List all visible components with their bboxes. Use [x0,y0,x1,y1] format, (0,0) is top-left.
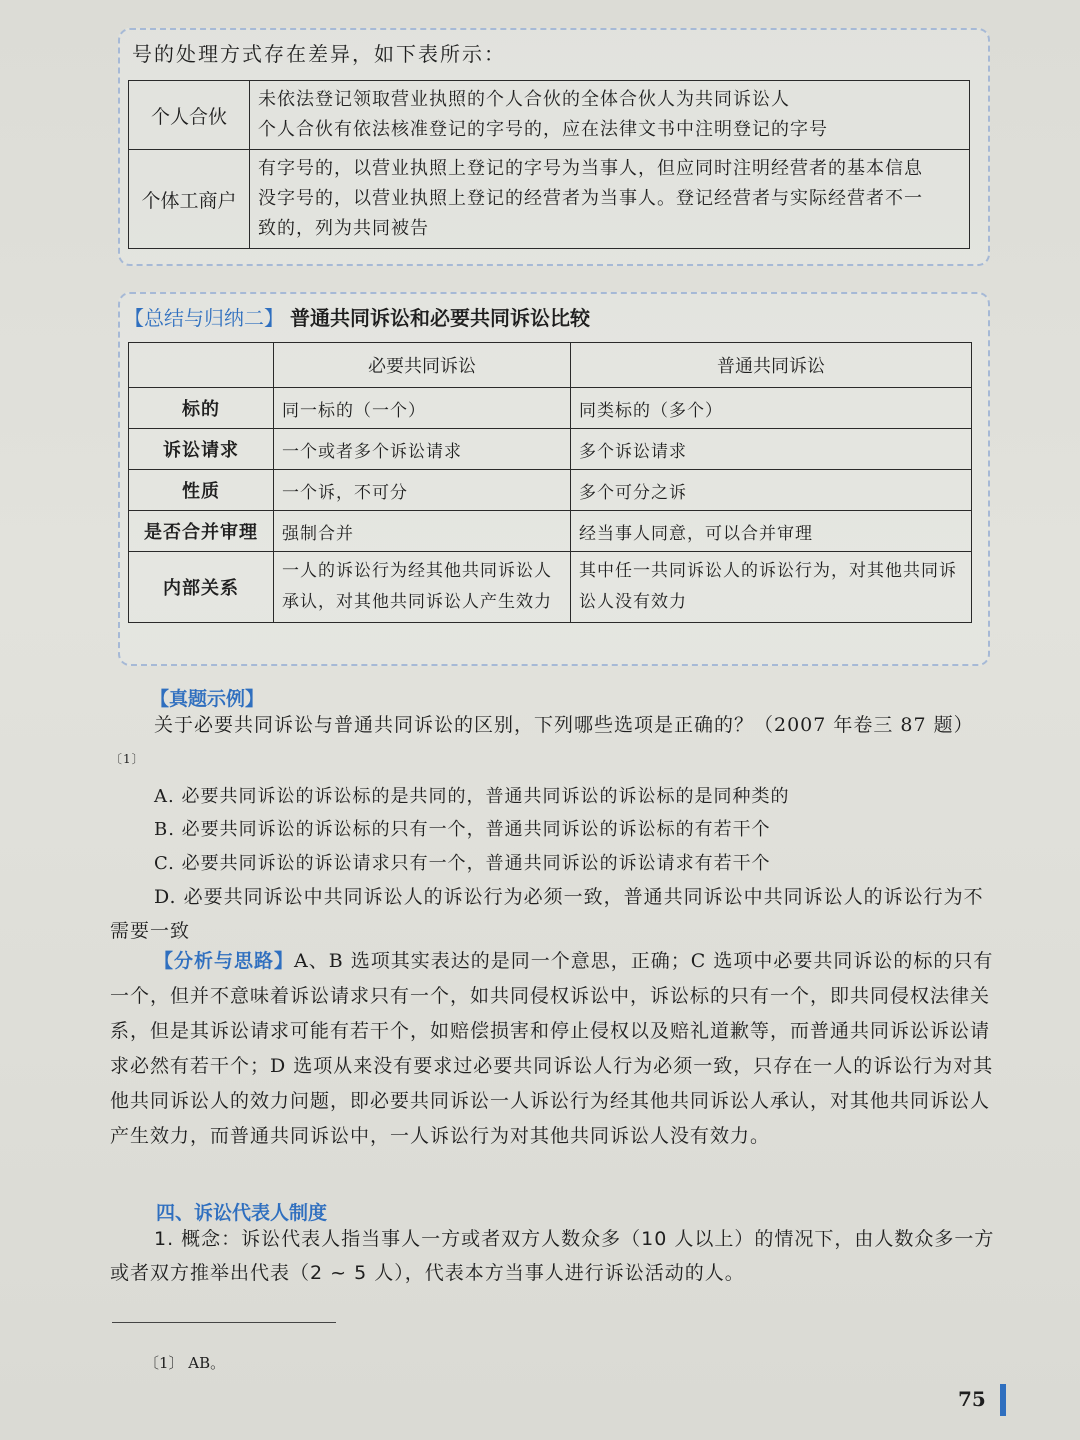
row-content [250,81,970,150]
table-row [129,470,972,511]
exam-question [110,708,1000,781]
page-number: 75 [958,1387,986,1411]
footnote: 〔1〕 AB。 [144,1354,226,1372]
cell-necessary: 一人的诉讼行为经其他共同诉讼人承认，对其他共同诉讼人产生效力 [274,552,571,623]
cell-ordinary: 经当事人同意，可以合并审理 [571,511,972,552]
cell-necessary: 强制合并 [274,511,571,552]
summary-title: 普通共同诉讼和必要共同诉讼比较 [290,306,590,330]
row-label: 诉讼请求 [129,429,274,470]
cell-ordinary: 多个诉讼请求 [571,429,972,470]
cell-necessary: 同一标的（一个） [274,388,571,429]
summary-tag: 【总结与归纳二】 [124,306,284,330]
exam-label: 【真题示例】 [150,688,265,710]
analysis-paragraph [110,944,1000,1154]
row-label: 性质 [129,470,274,511]
row-label: 是否合并审理 [129,511,274,552]
table-header-row [129,343,972,388]
table-row [129,511,972,552]
question-text: 关于必要共同诉讼与普通共同诉讼的区别，下列哪些选项是正确的？（2007 年卷三 87 题） [154,714,974,736]
summary-heading [124,302,590,331]
content-line: 未依法登记领取营业执照的个人合伙的全体合伙人为共同诉讼人 [258,89,790,110]
table-row [129,429,972,470]
party-table [128,80,970,249]
column-header: 普通共同诉讼 [571,343,972,388]
cell-necessary: 一个或者多个诉讼请求 [274,429,571,470]
row-label: 标的 [129,388,274,429]
footnote-ref: 〔1〕 [110,752,145,766]
analysis-label: 【分析与思路】 [154,950,295,972]
cell-ordinary: 其中任一共同诉讼人的诉讼行为，对其他共同诉讼人没有效力 [571,552,972,623]
analysis-text: A、B 选项其实表达的是同一个意思，正确；C 选项中必要共同诉讼的标的只有一个，但并不意味着诉讼请求只有一个，如共同侵权诉讼中，诉讼标的只有一个，即共同侵权法律关系，但是其诉讼请求可能有若干个，如赔偿损害和停止侵权以及赔礼道歉等，而普通共同诉讼诉讼请求必然有若干个；D 选项从来没有要求过必要共同诉讼人行为必须一致，只存在一人的诉讼行为对其他共同诉讼人的效力问题，即必要共同诉讼一人诉讼行为经其他共同诉讼人承认，对其他共同诉讼人产生效力，而普通共同诉讼中，一人诉讼行为对其他共同诉讼人没有效力。 [110,950,994,1147]
page-marker [1000,1384,1006,1416]
comparison-table [128,342,972,623]
table-row [129,150,970,249]
row-label: 内部关系 [129,552,274,623]
option-a: A. 必要共同诉讼的诉讼标的是共同的，普通共同诉讼的诉讼标的是同种类的 [154,786,790,807]
row-head: 个体工商户 [129,150,250,249]
footnote-divider [112,1322,336,1323]
table-row [129,81,970,150]
column-header [129,343,274,388]
row-content [250,150,970,249]
table-row [129,552,972,623]
cell-necessary: 一个诉，不可分 [274,470,571,511]
content-line: 致的，列为共同被告 [258,218,429,239]
section-paragraph: 1. 概念：诉讼代表人指当事人一方或者双方人数众多（10 人以上）的情况下，由人数众多一方或者双方推举出代表（2 ~ 5 人），代表本方当事人进行诉讼活动的人。 [110,1228,995,1284]
column-header: 必要共同诉讼 [274,343,571,388]
table-row [129,388,972,429]
option-c: C. 必要共同诉讼的诉讼请求只有一个，普通共同诉讼的诉讼请求有若干个 [154,853,771,874]
intro-line: 号的处理方式存在差异，如下表所示： [132,42,506,66]
section-heading: 四、诉讼代表人制度 [156,1202,328,1224]
cell-ordinary: 多个可分之诉 [571,470,972,511]
cell-ordinary: 同类标的（多个） [571,388,972,429]
content-line: 有字号的，以营业执照上登记的字号为当事人，但应同时注明经营者的基本信息 [258,158,923,179]
option-d: D. 必要共同诉讼中共同诉讼人的诉讼行为必须一致，普通共同诉讼中共同诉讼人的诉讼行为不需要一致 [110,886,984,942]
content-line: 个人合伙有依法核准登记的字号的，应在法律文书中注明登记的字号 [258,119,828,140]
option-b: B. 必要共同诉讼的诉讼标的只有一个，普通共同诉讼的诉讼标的有若干个 [154,819,771,840]
content-line: 没字号的，以营业执照上登记的经营者为当事人。登记经营者与实际经营者不一 [258,188,923,209]
row-head: 个人合伙 [129,81,250,150]
